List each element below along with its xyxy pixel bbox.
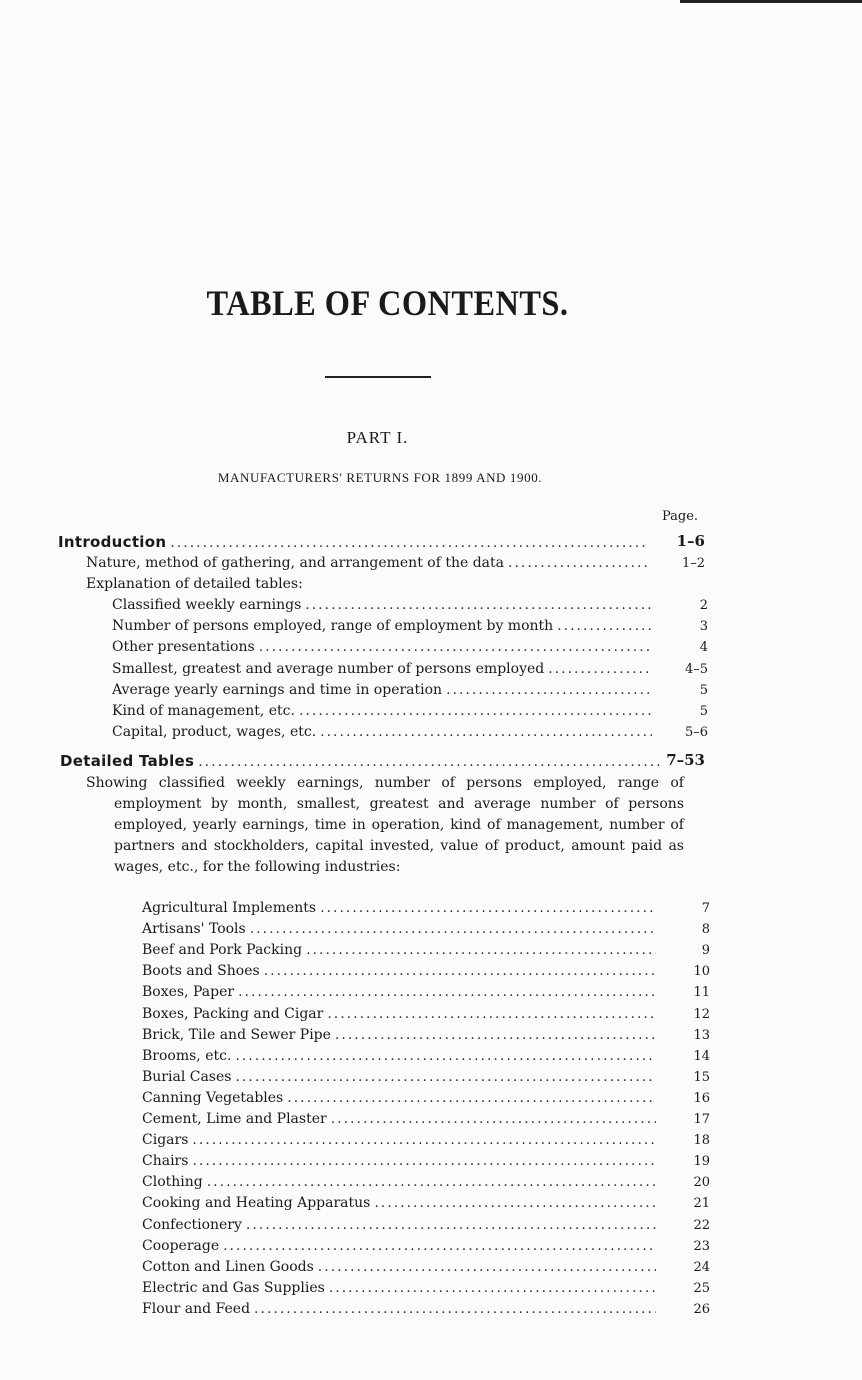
toc-entry-label: Introduction [58, 533, 167, 551]
toc-entry-industry[interactable] [142, 1193, 656, 1214]
dot-leader [259, 637, 652, 658]
part-subtitle: MANUFACTURERS' RETURNS FOR 1899 AND 1900. [217, 470, 543, 485]
toc-entry-label: Confectionery [142, 1216, 242, 1233]
dot-leader [306, 940, 656, 961]
dot-leader [320, 898, 656, 919]
toc-entry-industry[interactable] [142, 1067, 656, 1088]
toc-entry-label: Chairs [142, 1153, 189, 1170]
toc-entry-label: Cement, Lime and Plaster [142, 1111, 327, 1127]
dot-leader [557, 616, 652, 637]
toc-entry-industry[interactable] [142, 1004, 656, 1025]
toc-entry-page: 5–6 [684, 725, 708, 741]
toc-entry-page: 14 [693, 1048, 710, 1064]
toc-entry-industry[interactable] [142, 1151, 656, 1172]
toc-entry-label: Cooperage [142, 1237, 220, 1254]
dot-leader [238, 982, 656, 1003]
toc-entry-label: Boxes, Paper [142, 984, 235, 1001]
dot-leader [548, 659, 652, 680]
toc-entry-label: Other presentations [112, 639, 255, 656]
toc-entry-label: Agricultural Implements [142, 900, 317, 916]
toc-entry-detailed-tables[interactable] [60, 751, 660, 773]
toc-entry-page: 7 [701, 901, 710, 916]
toc-entry-page: 16 [693, 1090, 710, 1106]
dot-leader [192, 1151, 656, 1172]
toc-entry-label: Boxes, Packing and Cigar [142, 1005, 324, 1022]
dot-leader [246, 1215, 656, 1236]
dot-leader [320, 722, 652, 743]
toc-entry-page: 19 [693, 1154, 710, 1170]
toc-entry-label: Kind of management, etc. [112, 703, 295, 719]
title-divider [325, 376, 431, 378]
toc-entry-industry[interactable] [142, 1215, 656, 1236]
dot-leader [198, 752, 660, 773]
toc-entry-label: Canning Vegetables [142, 1089, 284, 1106]
toc-entry[interactable] [112, 701, 652, 722]
toc-entry-label: Boots and Shoes [142, 963, 260, 980]
toc-entry-industry[interactable] [142, 1172, 656, 1193]
toc-entry-label: Flour and Feed [142, 1300, 251, 1317]
dot-leader [318, 1257, 656, 1278]
page-column-header: Page. [662, 509, 699, 524]
toc-entry-industry[interactable] [142, 1025, 656, 1046]
toc-entry-industry[interactable] [142, 1299, 656, 1320]
dot-leader [327, 1004, 656, 1025]
toc-entry-label: Explanation of detailed tables: [86, 576, 303, 592]
scan-edge-line [680, 0, 862, 3]
dot-leader [508, 553, 648, 574]
dot-leader [446, 680, 652, 701]
toc-entry[interactable] [112, 595, 652, 616]
toc-entry-label: Clothing [142, 1174, 203, 1191]
toc-entry-label: Electric and Gas Supplies [142, 1279, 325, 1296]
dot-leader [223, 1236, 656, 1257]
detailed-tables-description: Showing classified weekly earnings, number of persons employed, range of employment by month, smallest, greatest and average number of persons employed, yearly earnings, time in operation, kind of management, number of partners and stockholders, capital invested, value of product, amount paid as wages, etc., for the following industries: [86, 775, 684, 875]
toc-entry-label: Cooking and Heating Apparatus [142, 1195, 371, 1212]
toc-entry-label: Cigars [142, 1132, 189, 1149]
toc-entry[interactable] [112, 616, 652, 637]
toc-entry-page: 1–2 [681, 556, 705, 571]
toc-entry-label: Nature, method of gathering, and arrangement of the data [86, 555, 504, 571]
toc-entry-page: 20 [693, 1175, 710, 1191]
dot-leader [264, 961, 656, 982]
toc-entry-industry[interactable] [142, 1236, 656, 1257]
toc-entry-label: Brooms, etc. [142, 1047, 232, 1064]
toc-entry-page: 25 [693, 1280, 710, 1296]
dot-leader [287, 1088, 656, 1109]
toc-entry-page: 4–5 [684, 661, 708, 677]
toc-entry-page: 9 [701, 943, 710, 959]
toc-entry-page: 8 [701, 922, 710, 938]
toc-entry-industry[interactable] [142, 1088, 656, 1109]
toc-entry-page: 13 [693, 1027, 710, 1043]
toc-entry-label: Artisans' Tools [142, 921, 246, 938]
toc-entry-page: 24 [693, 1259, 710, 1275]
dot-leader [250, 919, 656, 940]
toc-entry-label: Average yearly earnings and time in operation [112, 681, 443, 698]
toc-entry-industry[interactable] [142, 1109, 656, 1130]
dot-leader [331, 1109, 656, 1130]
toc-entry-introduction[interactable] [58, 532, 648, 554]
toc-entry-label: Smallest, greatest and average number of persons employed [112, 660, 545, 677]
dot-leader [170, 533, 648, 554]
toc-entry-page: 12 [693, 1006, 710, 1022]
toc-entry-page: 2 [699, 598, 708, 613]
toc-entry-page: 26 [693, 1301, 710, 1317]
toc-entry-page: 21 [693, 1196, 710, 1212]
toc-entry-label: Capital, product, wages, etc. [112, 724, 317, 741]
toc-entry-page: 5 [699, 704, 708, 719]
toc-entry-page: 1–6 [676, 532, 705, 550]
page-title: TABLE OF CONTENTS. [206, 283, 569, 323]
toc-entry-page: 4 [699, 640, 708, 656]
toc-entry[interactable] [86, 553, 648, 574]
dot-leader [207, 1172, 656, 1193]
toc-entry-page: 3 [699, 619, 708, 635]
dot-leader [305, 595, 652, 616]
dot-leader [299, 701, 652, 722]
toc-entry-label: Brick, Tile and Sewer Pipe [142, 1026, 331, 1043]
toc-entry[interactable] [112, 659, 652, 680]
toc-entry-industry[interactable] [142, 940, 656, 961]
toc-entry-page: 10 [693, 964, 710, 980]
toc-entry-label: Beef and Pork Packing [142, 942, 303, 959]
dot-leader [235, 1046, 656, 1067]
dot-leader [374, 1193, 656, 1214]
toc-entry-page: 23 [693, 1238, 710, 1254]
toc-entry-label: Detailed Tables [60, 752, 195, 770]
toc-entry-industry[interactable] [142, 1046, 656, 1067]
toc-entry-label: Number of persons employed, range of employment by month [112, 618, 554, 635]
dot-leader [192, 1130, 656, 1151]
toc-entry-label: Burial Cases [142, 1068, 232, 1085]
toc-entry-page: 11 [693, 985, 710, 1001]
toc-entry[interactable] [112, 680, 652, 701]
toc-entry-industry[interactable] [142, 1278, 656, 1299]
toc-entry-page: 22 [693, 1217, 710, 1233]
toc-entry-label: Classified weekly earnings [112, 597, 302, 613]
toc-entry-industry[interactable] [142, 898, 656, 919]
toc-entry-page: 18 [693, 1133, 710, 1149]
toc-entry[interactable] [112, 637, 652, 658]
dot-leader [235, 1067, 656, 1088]
dot-leader [335, 1025, 656, 1046]
toc-entry-page: 7–53 [666, 751, 705, 769]
toc-entry-page: 15 [693, 1069, 710, 1085]
toc-entry-industry[interactable] [142, 1130, 656, 1151]
toc-entry [86, 574, 307, 595]
dot-leader [254, 1299, 656, 1320]
toc-entry-industry[interactable] [142, 982, 656, 1003]
toc-entry-page: 17 [693, 1112, 710, 1127]
part-heading: PART I. [346, 428, 409, 447]
toc-entry-label: Cotton and Linen Goods [142, 1258, 314, 1275]
toc-entry-industry[interactable] [142, 1257, 656, 1278]
toc-entry-industry[interactable] [142, 961, 656, 982]
dot-leader [329, 1278, 656, 1299]
toc-entry-industry[interactable] [142, 919, 656, 940]
toc-entry[interactable] [112, 722, 652, 743]
toc-entry-page: 5 [699, 682, 708, 698]
